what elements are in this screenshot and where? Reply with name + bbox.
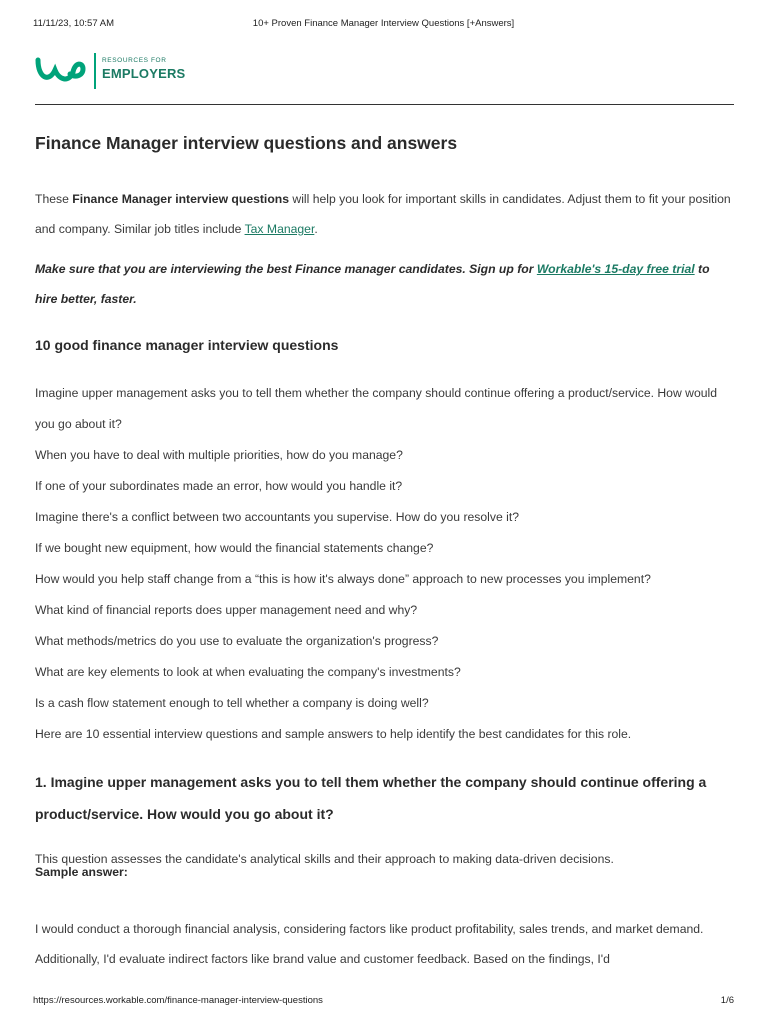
page-title: Finance Manager interview questions and answers: [35, 133, 458, 153]
question-item: What are key elements to look at when evaluating the company's investments?: [35, 665, 461, 679]
note-prefix: Make sure that you are interviewing the best Finance manager candidates. Sign up for: [35, 262, 537, 276]
question-item: What kind of financial reports does upper management need and why?: [35, 603, 418, 617]
question-item: Imagine there's a conflict between two accountants you supervise. How do you resolve it?: [35, 510, 519, 524]
intro-middle: will help you look for important skills in candidates. Adjust them to fit your position and company. Similar job titles include: [35, 192, 731, 236]
note-suffix: to hire better, faster.: [35, 262, 710, 306]
question-item: What methods/metrics do you use to evaluate the organization's progress?: [35, 634, 439, 648]
q1-heading: 1. Imagine upper management asks you to tell them whether the company should continue offering a product/service. How would you go about it?: [35, 774, 707, 822]
site-header: [35, 50, 734, 105]
intro-prefix: These: [35, 192, 73, 206]
logo-small-text: RESOURCES FOR: [102, 57, 167, 64]
print-header: [33, 18, 734, 32]
sample-answer-text: I would conduct a thorough financial analysis, considering factors like product profitability, sales trends, and market demand. Additionally, I'd evaluate indirect factors like brand value and customer feedback. Based on the findings, I'd: [35, 922, 704, 966]
trial-note: [35, 254, 735, 314]
print-doc-title: 10+ Proven Finance Manager Interview Questions [+Answers]: [252, 18, 515, 29]
logo-big-text: EMPLOYERS: [102, 66, 186, 81]
question-item: Imagine upper management asks you to tell them whether the company should continue offering a product/service. How would you go about it?: [35, 386, 717, 431]
question-item: Is a cash flow statement enough to tell whether a company is doing well?: [35, 696, 429, 710]
print-url: https://resources.workable.com/finance-manager-interview-questions: [33, 995, 323, 1006]
question-item: How would you help staff change from a “this is how it's always done” approach to new processes you implement?: [35, 572, 651, 586]
intro-suffix: .: [314, 222, 318, 236]
question-item: When you have to deal with multiple priorities, how do you manage?: [35, 448, 403, 462]
questions-heading: 10 good finance manager interview questions: [35, 337, 339, 353]
intro-bold: Finance Manager interview questions: [72, 192, 289, 206]
print-page-number: 1/6: [720, 995, 734, 1006]
intro-paragraph: [35, 184, 735, 244]
question-list: [35, 378, 735, 750]
workable-w-icon[interactable]: [35, 56, 87, 86]
sample-answer-label: Sample answer:: [35, 865, 128, 879]
q1-assessment: This question assesses the candidate's analytical skills and their approach to making data-driven decisions.: [35, 852, 614, 866]
question-item: If one of your subordinates made an error, how would you handle it?: [35, 479, 403, 493]
free-trial-link[interactable]: Workable's 15-day free trial: [536, 262, 695, 276]
print-datetime: 11/11/23, 10:57 AM: [33, 18, 114, 29]
logo-divider: [94, 53, 96, 89]
tax-manager-link[interactable]: Tax Manager: [244, 222, 315, 236]
question-item: If we bought new equipment, how would the financial statements change?: [35, 541, 434, 555]
questions-outro: Here are 10 essential interview questions and sample answers to help identify the best candidates for this role.: [35, 727, 632, 741]
print-footer: [33, 995, 734, 1009]
